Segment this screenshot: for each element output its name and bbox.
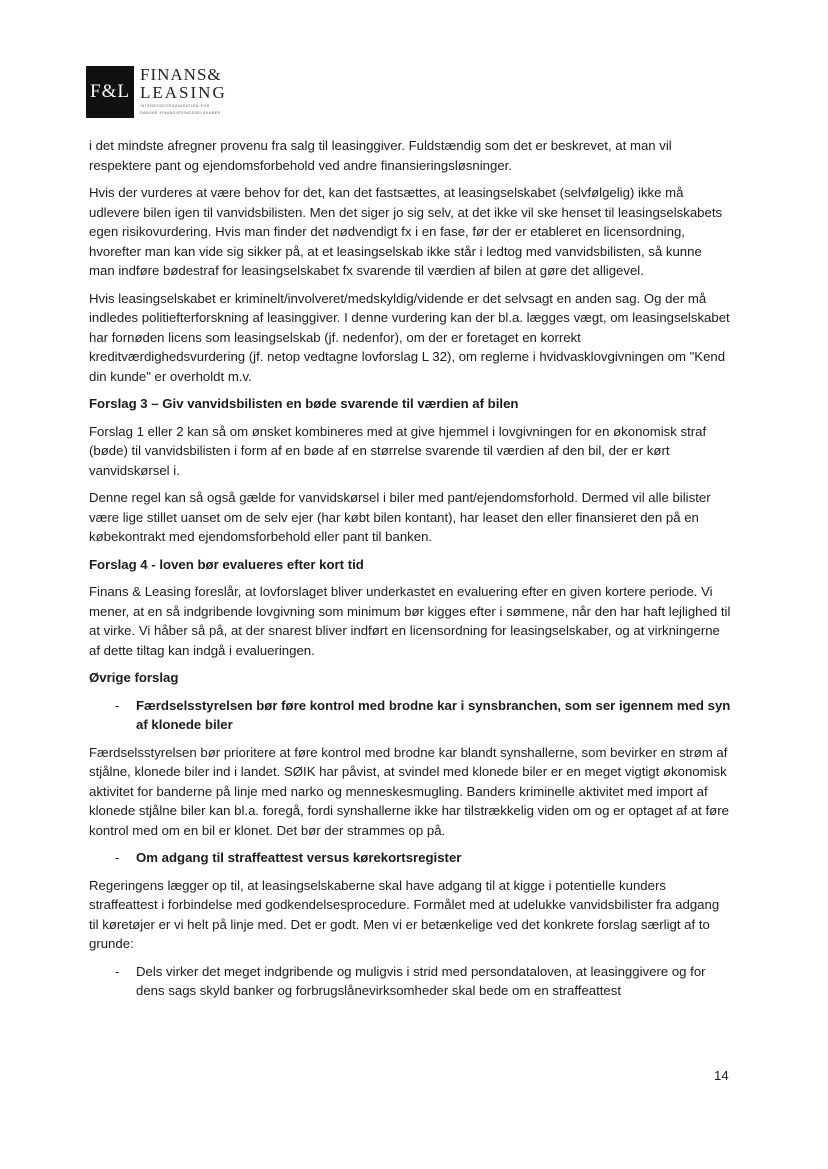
page-number: 14: [714, 1068, 729, 1083]
bullet-text: Om adgang til straffeattest versus kørekortsregister: [136, 850, 462, 865]
paragraph-2: Hvis der vurderes at være behov for det, kan det fastsættes, at leasingselskabet (selvfølgelig) ikke må udlevere bilen igen til vanvidsbilisten. Men det siger jo sig selv, at det ikke vil ske henset til leasingselskabets egen risikovurdering. Hvis man finder det nødvendigt fx i en fase, før der er etableret en licensordning, hvorefter man kan vide sig sikker på, at et leasingselskab ikke står i ledtog med vanvidsbilisten, så kunne man indføre bødestraf for leasingselskabet fx svarende til værdien af bilen at gøre det alligevel.: [89, 185, 723, 278]
logo-tagline-2: DANSKE FINANSIERINGSSELSKABER: [140, 110, 221, 115]
logo-mark: F&L: [86, 66, 134, 118]
heading-ovrige-forslag: Øvrige forslag: [89, 670, 179, 685]
bullet-item-persondataloven: [89, 962, 731, 1001]
bullet-text: Færdselsstyrelsen bør føre kontrol med brodne kar i synsbranchen, som ser igennem med syn af klonede biler: [136, 697, 731, 732]
heading-forslag-4: Forslag 4 - loven bør evalueres efter kort tid: [89, 556, 364, 572]
bullet-dash: -: [115, 697, 120, 713]
paragraph-5: Denne regel kan så også gælde for vanvidskørsel i biler med pant/ejendomsforhold. Dermed vil alle bilister være lige stillet uanset om de selv ejer (har købt bilen kontant), har leaset den eller finansieret den på en købekontrakt med ejendomsforbehold eller pant til banken.: [89, 490, 711, 544]
bullet-item-straffeattest: [89, 848, 731, 868]
paragraph-6: Finans & Leasing foreslår, at lovforslaget bliver underkastet en evaluering efter en given kortere periode. Vi mener, at en så indgribende lovgivning som minimum bør kigges efter i sømmene, når den har haft lejlighed til at virke. Vi håber så på, at der snarest bliver indført en licensordning for leasingselskaber, og at virkningerne af dette tiltag kan indgå i evalueringen.: [89, 584, 731, 658]
paragraph-7: Færdselsstyrelsen bør prioritere at føre kontrol med brodne kar blandt synshallerne, som bevirker en strøm af stjålne, klonede biler ind i landet. SØIK har påvist, at svindel med klonede biler er en meget vigtigt økonomisk aktivitet for banderne på linje med narko og menneskesmugling. Banders kriminelle aktivitet med import af klonede stjålne biler kan bl.a. foregå, fordi synshallerne ikke har tilstrækkelig viden om og er optaget af at føre kontrol med om en bil er klonet. Det bør der strammes op på.: [89, 744, 729, 838]
paragraph-4: Forslag 1 eller 2 kan så om ønsket kombineres med at give hjemmel i lovgivningen for en økonomisk straf (bøde) til vanvidsbilisten i form af en bøde af en størrelse svarende til værdien af den bil, der er kørt vanvidskørsel i.: [89, 423, 707, 478]
bullet-item-faerdselsstyrelsen: [89, 696, 731, 735]
logo-wordmark: [140, 66, 227, 115]
logo-tagline-1: INTERESSEORGANISATION FOR: [140, 104, 210, 108]
heading-forslag-3: Forslag 3 – Giv vanvidsbilisten en bøde svarende til værdien af bilen: [89, 396, 519, 411]
paragraph-1: i det mindste afregner provenu fra salg til leasinggiver. Fuldstændig som det er beskrevet, at man vil respektere pant og ejendomsforbehold ved andre finansieringsløsninger.: [89, 138, 672, 173]
document-body: [89, 136, 731, 1009]
logo-line-1: FINANS&: [140, 65, 222, 84]
paragraph-3: Hvis leasingselskabet er kriminelt/involveret/medskyldig/vidende er det selvsagt en anden sag. Og der må indledes politiefterforskning af leasinggiver. I denne vurdering kan der bl.a. lægges vægt, om leasingselskabet har fornøden licens som leasingselskab (jf. nedenfor), om der er foretaget en korrekt kreditværdighedsvurdering (jf. netop vedtagne lovforslag L 32), om reglerne i hvidvasklovgivningen om "Kend din kunde" er overholdt m.v.: [89, 290, 730, 384]
finans-leasing-logo: [86, 66, 227, 118]
bullet-dash: -: [115, 850, 120, 865]
bullet-text: Dels virker det meget indgribende og muligvis i strid med persondataloven, at leasinggivere og for dens sags skyld banker og forbrugslånevirksomheder skal bede om en straffeattest: [136, 963, 706, 998]
paragraph-8: Regeringens lægger op til, at leasingselskaberne skal have adgang til at kigge i potentielle kunders straffeattest i forbindelse med godkendelsesprocedure. Formålet med at udelukke vanvidsbilister fra adgang til køretøjer er vi helt på linje med. Det er godt. Men vi er betænkelige ved det konkrete forslag særligt af to grunde:: [89, 877, 720, 951]
logo-line-2: LEASING: [140, 83, 227, 102]
bullet-dash: -: [115, 963, 120, 979]
